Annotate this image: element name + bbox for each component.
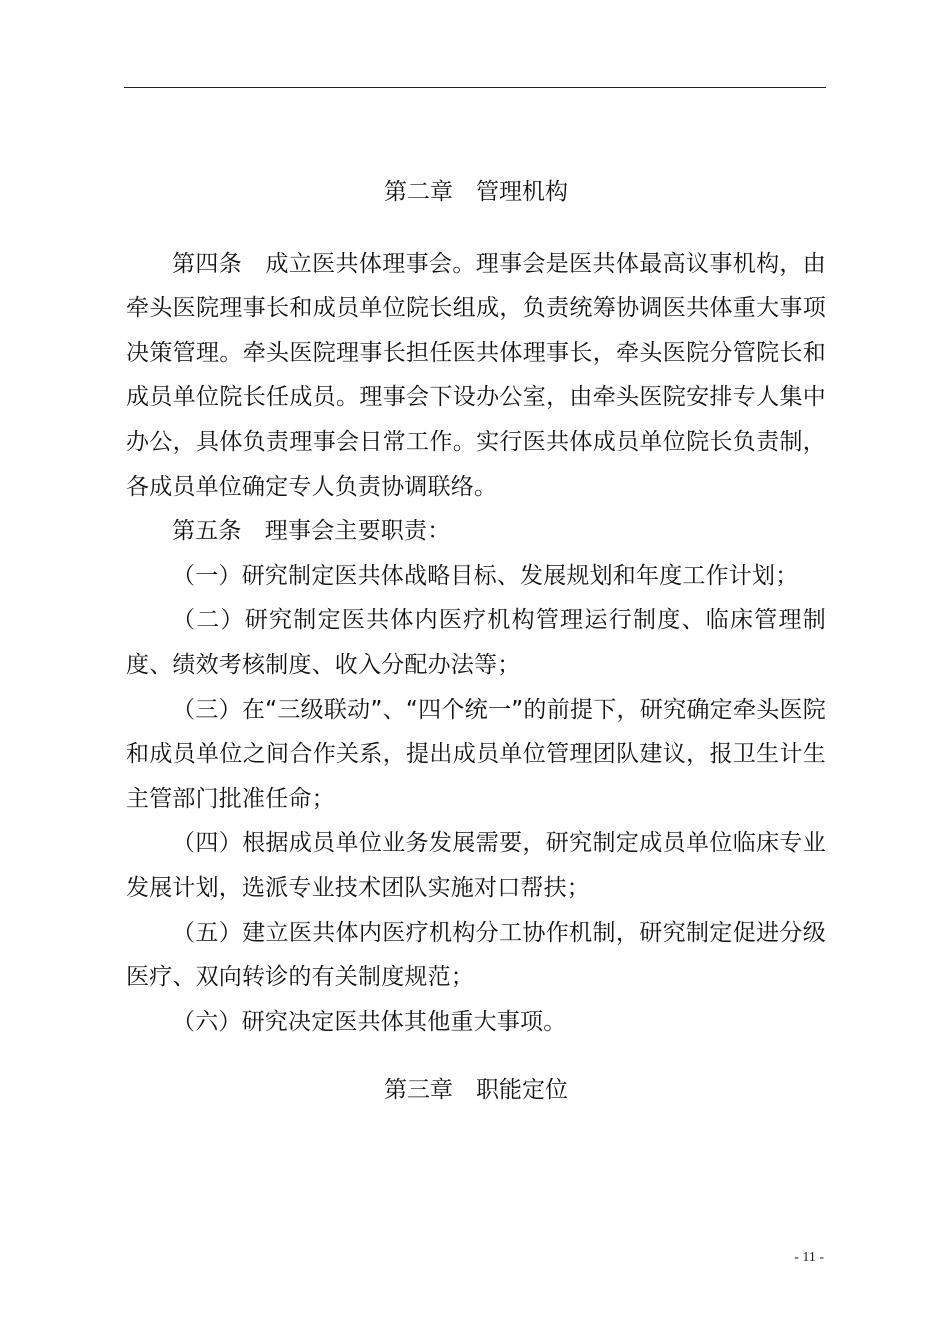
- duty-item-4: （四）根据成员单位业务发展需要，研究制定成员单位临床专业发展计划，选派专业技术团队实施对口帮扶；: [126, 830, 826, 901]
- chapter-three-heading: 第三章 职能定位: [384, 1077, 568, 1104]
- duty-item-5: （五）建立医共体内医疗机构分工协作机制，研究制定促进分级医疗、双向转诊的有关制度规范；: [126, 919, 826, 991]
- duty-item-3: （三）在“三级联动”、“四个统一”的前提下，研究确定牵头医院和成员单位之间合作关系，提出成员单位管理团队建议，报卫生计生主管部门批准任命；: [126, 696, 826, 812]
- page-number: - 11 -: [794, 1250, 824, 1265]
- document-body: [126, 170, 826, 1113]
- chapter-two-heading: 第二章 管理机构: [384, 179, 568, 205]
- duty-item-6: （六）研究决定医共体其他重大事项。: [172, 1008, 567, 1035]
- header-rule: [124, 87, 826, 88]
- duty-item-2: （二）研究制定医共体内医疗机构管理运行制度、临床管理制度、绩效考核制度、收入分配办法等；: [126, 607, 826, 678]
- duty-item-1: （一）研究制定医共体战略目标、发展规划和年度工作计划；: [172, 562, 799, 589]
- article-four: 第四条 成立医共体理事会。理事会是医共体最高议事机构，由牵头医院理事长和成员单位院长组成，负责统筹协调医共体重大事项决策管理。牵头医院理事长担任医共体理事长，牵头医院分管院长和成员单位院长任成员。理事会下设办公室，由牵头医院安排专人集中办公，具体负责理事会日常工作。实行医共体成员单位院长负责制，各成员单位确定专人负责协调联络。: [126, 250, 826, 500]
- article-five-intro: 第五条 理事会主要职责：: [172, 518, 451, 545]
